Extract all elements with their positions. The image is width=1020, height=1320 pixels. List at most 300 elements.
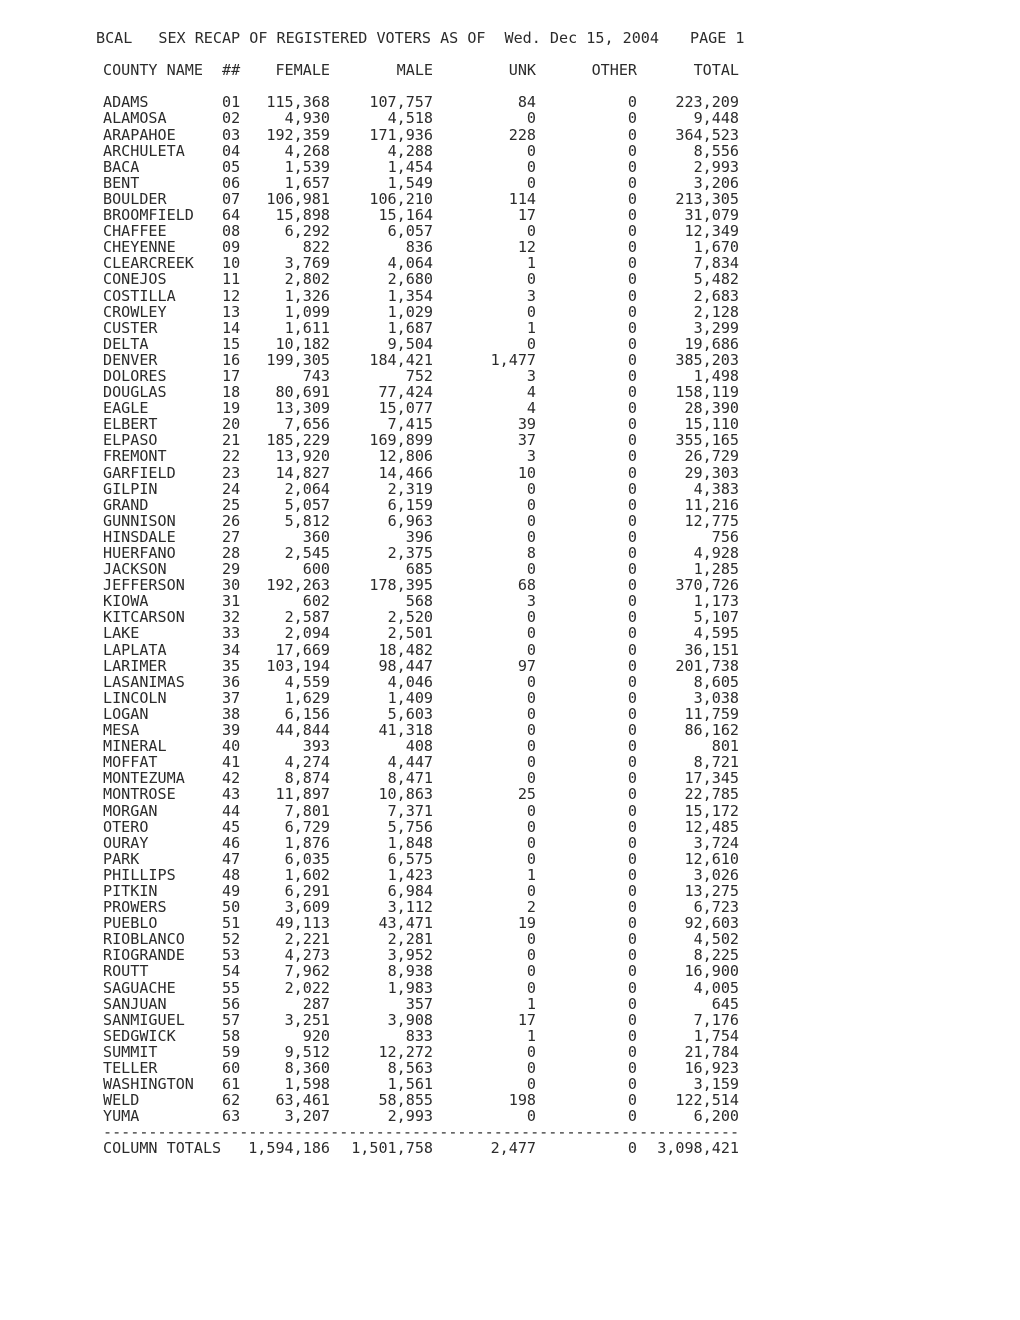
table-row xyxy=(0,159,1020,175)
male-cell: 1,454 xyxy=(387,157,433,176)
female-cell: 6,156 xyxy=(284,704,330,723)
other-cell: 0 xyxy=(627,640,637,659)
female-cell: 7,801 xyxy=(284,801,330,820)
county-name-cell: PARK xyxy=(103,849,140,868)
total-cell: 3,038 xyxy=(693,688,739,707)
county-name-cell: JEFFERSON xyxy=(103,576,185,595)
table-row xyxy=(0,980,1020,996)
table-row xyxy=(0,803,1020,819)
county-name-cell: KITCARSON xyxy=(103,608,185,627)
total-cell: 12,485 xyxy=(684,817,739,836)
other-cell: 0 xyxy=(627,93,637,112)
county-code-cell: 03 xyxy=(222,125,241,144)
county-code-cell: 14 xyxy=(222,318,241,337)
total-cell: 1,173 xyxy=(693,592,739,611)
county-name-cell: GILPIN xyxy=(103,479,158,498)
unk-cell: 0 xyxy=(526,978,536,997)
table-row xyxy=(0,674,1020,690)
county-name-cell: BACA xyxy=(103,157,140,176)
female-cell: 5,812 xyxy=(284,511,330,530)
county-code-cell: 40 xyxy=(222,737,241,756)
county-name-cell: CHAFFEE xyxy=(103,222,167,241)
county-name-cell: LASANIMAS xyxy=(103,672,185,691)
county-name-cell: CLEARCREEK xyxy=(103,254,194,273)
county-code-cell: 20 xyxy=(222,415,241,434)
county-code-cell: 09 xyxy=(222,238,241,257)
county-code-cell: 17 xyxy=(222,366,241,385)
female-cell: 5,057 xyxy=(284,495,330,514)
male-cell: 5,603 xyxy=(387,704,433,723)
total-cell: 1,285 xyxy=(693,560,739,579)
unk-cell: 1 xyxy=(526,318,536,337)
totals-unk-cell: 2,477 xyxy=(490,1139,536,1158)
female-cell: 2,221 xyxy=(284,930,330,949)
table-row xyxy=(0,497,1020,513)
county-name-cell: YUMA xyxy=(103,1107,140,1126)
table-row xyxy=(0,352,1020,368)
total-cell: 6,200 xyxy=(693,1107,739,1126)
unk-cell: 0 xyxy=(526,849,536,868)
other-cell: 0 xyxy=(627,350,637,369)
table-header-row xyxy=(0,62,1020,78)
other-cell: 0 xyxy=(627,511,637,530)
table-row xyxy=(0,400,1020,416)
female-cell: 600 xyxy=(302,560,330,579)
county-name-cell: CONEJOS xyxy=(103,270,167,289)
unk-cell: 3 xyxy=(526,286,536,305)
county-name-cell: RIOBLANCO xyxy=(103,930,185,949)
table-row xyxy=(0,1028,1020,1044)
female-cell: 2,545 xyxy=(284,544,330,562)
county-code-cell: 56 xyxy=(222,994,241,1013)
female-cell: 2,587 xyxy=(284,608,330,627)
female-cell: 9,512 xyxy=(284,1042,330,1061)
table-row xyxy=(0,223,1020,239)
county-code-cell: 15 xyxy=(222,334,241,353)
table-row xyxy=(0,336,1020,352)
county-name-cell: PUEBLO xyxy=(103,914,158,933)
county-name-cell: ARAPAHOE xyxy=(103,125,176,144)
county-code-cell: 21 xyxy=(222,431,241,450)
county-name-cell: CHEYENNE xyxy=(103,238,176,257)
female-cell: 106,981 xyxy=(266,189,330,208)
male-cell: 4,447 xyxy=(387,753,433,772)
female-cell: 2,802 xyxy=(284,270,330,289)
county-name-cell: OTERO xyxy=(103,817,149,836)
unk-cell: 0 xyxy=(526,704,536,723)
unk-cell: 1 xyxy=(526,1026,536,1045)
county-code-cell: 61 xyxy=(222,1075,241,1094)
unk-cell: 0 xyxy=(526,1075,536,1094)
county-code-cell: 50 xyxy=(222,898,241,917)
female-cell: 3,251 xyxy=(284,1010,330,1029)
unk-cell: 25 xyxy=(517,785,536,804)
table-row xyxy=(0,609,1020,625)
female-cell: 13,309 xyxy=(275,399,330,418)
county-code-cell: 05 xyxy=(222,157,241,176)
other-cell: 0 xyxy=(627,1075,637,1094)
total-cell: 12,349 xyxy=(684,222,739,241)
unk-cell: 3 xyxy=(526,447,536,466)
county-name-cell: HUERFANO xyxy=(103,544,176,562)
male-cell: 1,409 xyxy=(387,688,433,707)
county-code-cell: 49 xyxy=(222,881,241,900)
unk-cell: 0 xyxy=(526,173,536,192)
county-name-cell: DENVER xyxy=(103,350,158,369)
other-cell: 0 xyxy=(627,592,637,611)
spacer xyxy=(0,46,1020,62)
county-code-cell: 29 xyxy=(222,560,241,579)
unk-cell: 12 xyxy=(517,238,536,257)
female-cell: 2,022 xyxy=(284,978,330,997)
other-cell: 0 xyxy=(627,238,637,257)
female-cell: 8,874 xyxy=(284,769,330,788)
other-header: OTHER xyxy=(591,61,637,80)
unk-cell: 0 xyxy=(526,833,536,852)
total-cell: 3,299 xyxy=(693,318,739,337)
table-row xyxy=(0,271,1020,287)
county-code-cell: 16 xyxy=(222,350,241,369)
female-cell: 920 xyxy=(302,1026,330,1045)
female-cell: 602 xyxy=(302,592,330,611)
report-title-line xyxy=(0,30,1020,46)
other-cell: 0 xyxy=(627,785,637,804)
unk-cell: 0 xyxy=(526,1107,536,1126)
table-row xyxy=(0,545,1020,561)
other-cell: 0 xyxy=(627,173,637,192)
county-name-cell: LAKE xyxy=(103,624,140,643)
table-row xyxy=(0,642,1020,658)
table-row xyxy=(0,465,1020,481)
table-row xyxy=(0,175,1020,191)
county-name-cell: ADAMS xyxy=(103,93,149,112)
other-cell: 0 xyxy=(627,962,637,981)
total-cell: 385,203 xyxy=(675,350,739,369)
total-cell: 12,610 xyxy=(684,849,739,868)
male-cell: 3,112 xyxy=(387,898,433,917)
female-cell: 4,268 xyxy=(284,141,330,160)
total-cell: 370,726 xyxy=(675,576,739,595)
table-row xyxy=(0,819,1020,835)
female-cell: 360 xyxy=(302,527,330,546)
table-row xyxy=(0,1076,1020,1092)
female-cell: 1,611 xyxy=(284,318,330,337)
county-code-cell: 44 xyxy=(222,801,241,820)
total-cell: 8,556 xyxy=(693,141,739,160)
county-code-cell: 48 xyxy=(222,865,241,884)
other-cell: 0 xyxy=(627,817,637,836)
unk-header: UNK xyxy=(508,61,536,80)
total-cell: 12,775 xyxy=(684,511,739,530)
other-cell: 0 xyxy=(627,576,637,595)
other-cell: 0 xyxy=(627,383,637,402)
county-name-cell: MONTEZUMA xyxy=(103,769,185,788)
total-cell: 645 xyxy=(711,994,739,1013)
table-row xyxy=(0,915,1020,931)
table-row xyxy=(0,577,1020,593)
female-cell: 3,609 xyxy=(284,898,330,917)
male-cell: 43,471 xyxy=(378,914,433,933)
table-row xyxy=(0,143,1020,159)
male-cell: 752 xyxy=(405,366,433,385)
unk-cell: 97 xyxy=(517,656,536,675)
female-cell: 743 xyxy=(302,366,330,385)
county-code-cell: 54 xyxy=(222,962,241,981)
county-code-cell: 31 xyxy=(222,592,241,611)
male-cell: 178,395 xyxy=(369,576,433,595)
county-name-cell: PITKIN xyxy=(103,881,158,900)
unk-cell: 0 xyxy=(526,962,536,981)
table-separator: ---------------------------------------------------------------------- xyxy=(103,1123,740,1142)
total-cell: 36,151 xyxy=(684,640,739,659)
male-cell: 1,354 xyxy=(387,286,433,305)
male-cell: 58,855 xyxy=(378,1091,433,1110)
unk-cell: 0 xyxy=(526,672,536,691)
total-cell: 122,514 xyxy=(675,1091,739,1110)
male-cell: 98,447 xyxy=(378,656,433,675)
total-cell: 4,383 xyxy=(693,479,739,498)
other-cell: 0 xyxy=(627,721,637,740)
county-name-cell: SANMIGUEL xyxy=(103,1010,185,1029)
other-cell: 0 xyxy=(627,1026,637,1045)
county-code-cell: 26 xyxy=(222,511,241,530)
male-cell: 1,029 xyxy=(387,302,433,321)
male-cell: 14,466 xyxy=(378,463,433,482)
unk-cell: 4 xyxy=(526,383,536,402)
unk-cell: 0 xyxy=(526,302,536,321)
county-name-cell: RIOGRANDE xyxy=(103,946,185,965)
male-cell: 2,520 xyxy=(387,608,433,627)
other-cell: 0 xyxy=(627,302,637,321)
total-cell: 158,119 xyxy=(675,383,739,402)
female-cell: 1,876 xyxy=(284,833,330,852)
male-cell: 685 xyxy=(405,560,433,579)
male-cell: 7,415 xyxy=(387,415,433,434)
unk-cell: 0 xyxy=(526,801,536,820)
county-code-cell: 64 xyxy=(222,206,241,225)
county-name-cell: MOFFAT xyxy=(103,753,158,772)
total-cell: 11,759 xyxy=(684,704,739,723)
total-cell: 6,723 xyxy=(693,898,739,917)
county-name-cell: OURAY xyxy=(103,833,149,852)
female-cell: 287 xyxy=(302,994,330,1013)
male-cell: 15,164 xyxy=(378,206,433,225)
other-cell: 0 xyxy=(627,688,637,707)
total-cell: 16,923 xyxy=(684,1059,739,1077)
table-row xyxy=(0,513,1020,529)
county-code-cell: 62 xyxy=(222,1091,241,1110)
other-cell: 0 xyxy=(627,624,637,643)
unk-cell: 1,477 xyxy=(490,350,536,369)
other-cell: 0 xyxy=(627,753,637,772)
other-cell: 0 xyxy=(627,415,637,434)
total-cell: 2,128 xyxy=(693,302,739,321)
county-name-cell: MINERAL xyxy=(103,737,167,756)
county-code-cell: 25 xyxy=(222,495,241,514)
female-cell: 15,898 xyxy=(275,206,330,225)
total-cell: 92,603 xyxy=(684,914,739,933)
unk-cell: 0 xyxy=(526,930,536,949)
female-cell: 14,827 xyxy=(275,463,330,482)
table-row xyxy=(0,1044,1020,1060)
other-cell: 0 xyxy=(627,399,637,418)
total-cell: 15,110 xyxy=(684,415,739,434)
male-cell: 106,210 xyxy=(369,189,433,208)
total-cell: 1,670 xyxy=(693,238,739,257)
county-code-cell: 51 xyxy=(222,914,241,933)
total-cell: 17,345 xyxy=(684,769,739,788)
male-cell: 15,077 xyxy=(378,399,433,418)
county-name-cell: PROWERS xyxy=(103,898,167,917)
male-header: MALE xyxy=(396,61,433,80)
county-code-cell: 06 xyxy=(222,173,241,192)
table-row xyxy=(0,625,1020,641)
other-cell: 0 xyxy=(627,769,637,788)
table-row xyxy=(0,207,1020,223)
report-id: BCAL xyxy=(96,29,133,47)
other-cell: 0 xyxy=(627,189,637,208)
county-name-cell: LINCOLN xyxy=(103,688,167,707)
unk-cell: 0 xyxy=(526,721,536,740)
female-cell: 199,305 xyxy=(266,350,330,369)
county-code-cell: 24 xyxy=(222,479,241,498)
other-cell: 0 xyxy=(627,865,637,884)
table-row xyxy=(0,722,1020,738)
table-row xyxy=(0,931,1020,947)
county-name-cell: DOUGLAS xyxy=(103,383,167,402)
unk-cell: 0 xyxy=(526,495,536,514)
unk-cell: 39 xyxy=(517,415,536,434)
female-cell: 185,229 xyxy=(266,431,330,450)
total-cell: 1,754 xyxy=(693,1026,739,1045)
total-cell: 5,107 xyxy=(693,608,739,627)
total-cell: 8,721 xyxy=(693,753,739,772)
male-cell: 4,288 xyxy=(387,141,433,160)
male-cell: 833 xyxy=(405,1026,433,1045)
total-cell: 2,993 xyxy=(693,157,739,176)
unk-cell: 0 xyxy=(526,688,536,707)
other-cell: 0 xyxy=(627,849,637,868)
other-cell: 0 xyxy=(627,125,637,144)
other-cell: 0 xyxy=(627,334,637,353)
male-cell: 1,848 xyxy=(387,833,433,852)
table-row xyxy=(0,947,1020,963)
total-cell: 4,928 xyxy=(693,544,739,562)
total-cell: 31,079 xyxy=(684,206,739,225)
county-name-cell: SANJUAN xyxy=(103,994,167,1013)
female-cell: 4,273 xyxy=(284,946,330,965)
unk-cell: 0 xyxy=(526,222,536,241)
unk-cell: 0 xyxy=(526,1059,536,1077)
total-cell: 19,686 xyxy=(684,334,739,353)
county-name-cell: JACKSON xyxy=(103,560,167,579)
female-cell: 1,326 xyxy=(284,286,330,305)
total-cell: 11,216 xyxy=(684,495,739,514)
male-cell: 41,318 xyxy=(378,721,433,740)
county-name-cell: LOGAN xyxy=(103,704,149,723)
county-code-cell: 43 xyxy=(222,785,241,804)
male-cell: 3,952 xyxy=(387,946,433,965)
male-cell: 396 xyxy=(405,527,433,546)
male-cell: 6,057 xyxy=(387,222,433,241)
table-row xyxy=(0,786,1020,802)
county-code-header: ## xyxy=(222,61,241,80)
female-cell: 822 xyxy=(302,238,330,257)
male-cell: 4,064 xyxy=(387,254,433,273)
total-cell: 7,834 xyxy=(693,254,739,273)
county-name-cell: BROOMFIELD xyxy=(103,206,194,225)
male-cell: 12,272 xyxy=(378,1042,433,1061)
county-name-cell: BENT xyxy=(103,173,140,192)
male-cell: 408 xyxy=(405,737,433,756)
female-cell: 4,274 xyxy=(284,753,330,772)
other-cell: 0 xyxy=(627,608,637,627)
male-cell: 8,563 xyxy=(387,1059,433,1077)
county-name-cell: HINSDALE xyxy=(103,527,176,546)
page-number: PAGE 1 xyxy=(689,29,745,47)
table-row xyxy=(0,416,1020,432)
county-code-cell: 10 xyxy=(222,254,241,273)
table-row xyxy=(0,690,1020,706)
county-code-cell: 18 xyxy=(222,383,241,402)
male-cell: 2,501 xyxy=(387,624,433,643)
table-row xyxy=(0,320,1020,336)
total-cell: 201,738 xyxy=(675,656,739,675)
total-cell: 8,605 xyxy=(693,672,739,691)
female-cell: 63,461 xyxy=(275,1091,330,1110)
county-code-cell: 02 xyxy=(222,109,241,128)
male-cell: 184,421 xyxy=(369,350,433,369)
total-cell: 22,785 xyxy=(684,785,739,804)
other-cell: 0 xyxy=(627,254,637,273)
male-cell: 357 xyxy=(405,994,433,1013)
table-row xyxy=(0,110,1020,126)
county-code-cell: 55 xyxy=(222,978,241,997)
other-cell: 0 xyxy=(627,479,637,498)
other-cell: 0 xyxy=(627,833,637,852)
unk-cell: 3 xyxy=(526,366,536,385)
female-cell: 2,064 xyxy=(284,479,330,498)
county-name-cell: SUMMIT xyxy=(103,1042,158,1061)
unk-cell: 0 xyxy=(526,479,536,498)
female-cell: 7,656 xyxy=(284,415,330,434)
county-code-cell: 37 xyxy=(222,688,241,707)
other-cell: 0 xyxy=(627,157,637,176)
male-cell: 2,319 xyxy=(387,479,433,498)
other-cell: 0 xyxy=(627,946,637,965)
county-code-cell: 04 xyxy=(222,141,241,160)
county-code-cell: 32 xyxy=(222,608,241,627)
total-cell: 801 xyxy=(711,737,739,756)
totals-label: COLUMN TOTALS xyxy=(103,1139,222,1158)
male-cell: 1,423 xyxy=(387,865,433,884)
female-cell: 2,094 xyxy=(284,624,330,643)
unk-cell: 0 xyxy=(526,881,536,900)
unk-cell: 17 xyxy=(517,206,536,225)
unk-cell: 198 xyxy=(508,1091,536,1110)
county-code-cell: 63 xyxy=(222,1107,241,1126)
total-cell: 756 xyxy=(711,527,739,546)
other-cell: 0 xyxy=(627,737,637,756)
male-cell: 77,424 xyxy=(378,383,433,402)
total-cell: 16,900 xyxy=(684,962,739,981)
other-cell: 0 xyxy=(627,1042,637,1061)
other-cell: 0 xyxy=(627,366,637,385)
unk-cell: 1 xyxy=(526,865,536,884)
report-date: Wed. Dec 15, 2004 xyxy=(504,29,659,47)
county-name-header: COUNTY NAME xyxy=(103,61,203,80)
county-code-cell: 52 xyxy=(222,930,241,949)
